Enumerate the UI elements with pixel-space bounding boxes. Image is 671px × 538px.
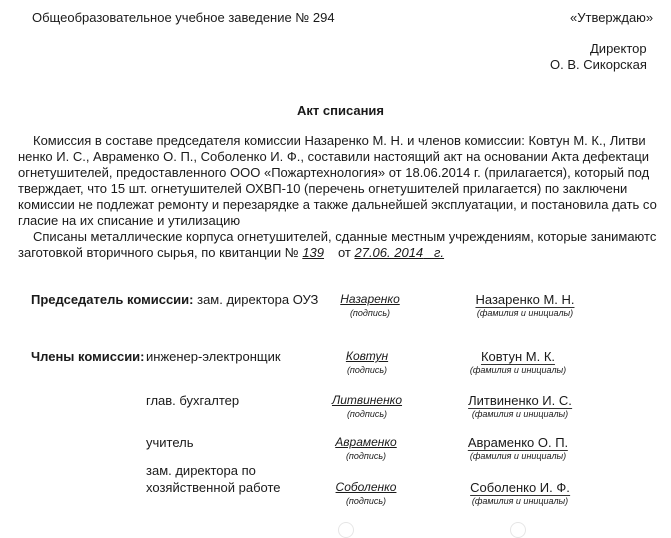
member-position: глав. бухгалтер [146,393,240,408]
member-position: зам. директора по [146,463,256,478]
text-line: гласие на их списание и утилизацию [18,213,241,228]
chairman-name: Назаренко М. Н. [475,292,575,307]
chairman-label: Председатель комиссии: [31,292,194,307]
chairman-position: зам. директора ОУЗ [197,292,319,307]
member-signature: Авраменко [335,435,397,449]
receipt-date: 27.06. 2014 г. [354,245,445,260]
signature-caption: (подпись) [345,496,387,506]
member-name: Соболенко И. Ф. [470,480,570,495]
institution-name: Общеобразовательное учебное заведение № 294 [32,10,335,25]
text-line: Списаны металлические корпуса огнетушителей, сданные местным учреждениям, которые занимаютс [33,229,657,244]
member-signature: Соболенко [335,480,397,494]
fio-caption: (фамилия и инициалы) [471,496,569,506]
member-signature: Ковтун [345,349,389,363]
fio-caption: (фамилия и инициалы) [469,365,567,375]
signature-caption: (подпись) [349,308,391,318]
signature-caption: (подпись) [345,451,387,461]
text-line: огнетушителей, предоставленного ООО «Пожартехнология» от 18.06.2014 г. (прилагается), который под [18,165,650,180]
members-label: Члены комиссии: [31,349,145,364]
member-position: хозяйственной работе [146,480,281,495]
ghost-circle [338,522,354,538]
document-title: Акт списания [297,103,384,118]
signature-caption: (подпись) [346,365,388,375]
signature-caption: (подпись) [346,409,388,419]
text-line: Комиссия в составе председателя комиссии Назаренко М. Н. и членов комиссии: Ковтун М. К., Литви [33,133,646,148]
chairman-signature: Назаренко [340,292,400,306]
director-name: О. В. Сикорская [550,57,647,72]
member-position: учитель [146,435,194,450]
fio-caption: (фамилия и инициалы) [469,451,567,461]
approve-label: «Утверждаю» [570,10,654,25]
ghost-circle [510,522,526,538]
text-line: ненко И. С., Авраменко О. П., Соболенко И. Ф., составили настоящий акт на основании Акта дефектаци [18,149,650,164]
fio-caption: (фамилия и инициалы) [476,308,574,318]
member-name: Авраменко О. П. [467,435,569,450]
text-line: комиссии не подлежат ремонту и перезарядке а также дальнейшей эксплуатации, и постановила дать со [18,197,657,212]
receipt-from: от [337,245,351,260]
member-name: Литвиненко И. С. [468,393,572,408]
text-line [18,246,449,260]
member-signature: Литвиненко [331,393,403,407]
receipt-prefix: заготовкой вторичного сырья, по квитанции № [18,245,299,260]
member-name: Ковтун М. К. [480,349,556,364]
text-line: тверждает, что 15 шт. огнетушителей ОХВП-10 (перечень огнетушителей прилагается) по заключени [18,181,628,196]
chairman-row [31,292,318,307]
member-position: инженер-электронщик [146,349,281,364]
fio-caption: (фамилия и инициалы) [471,409,569,419]
director-title: Директор [590,41,647,56]
receipt-number: 139 [302,245,325,260]
